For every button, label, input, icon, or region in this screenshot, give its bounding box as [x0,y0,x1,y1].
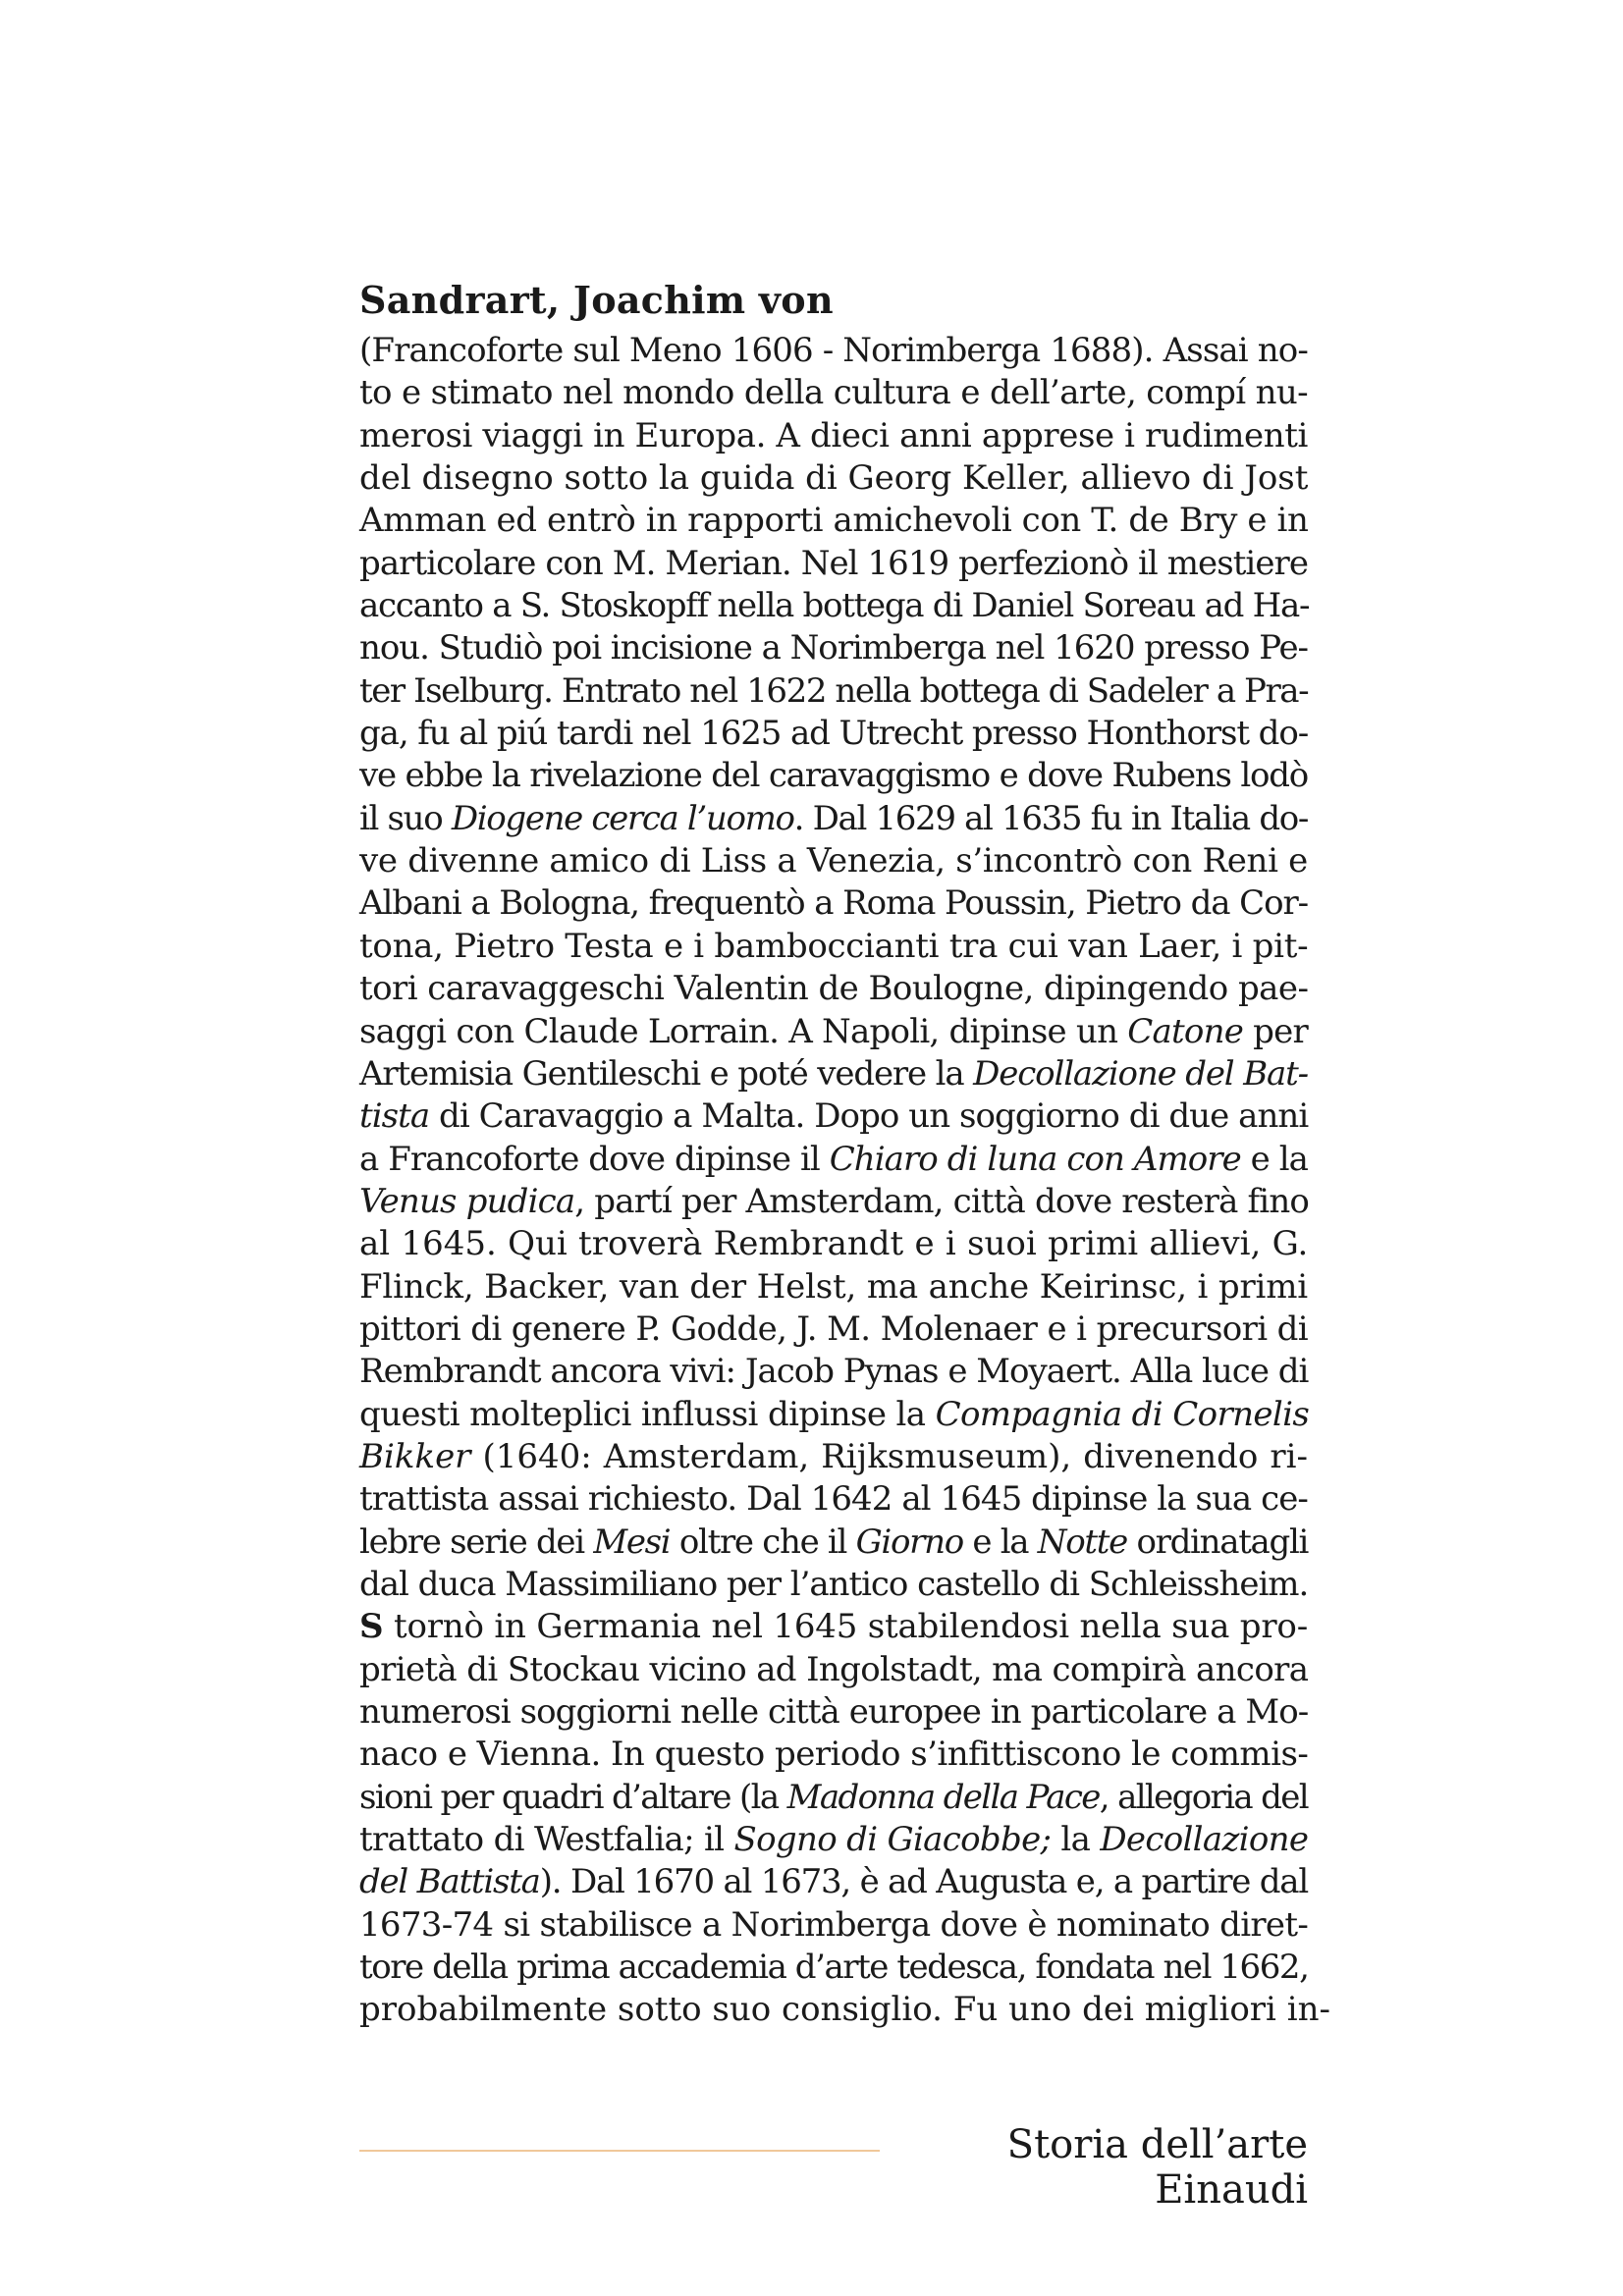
body-text: particolare con M. Merian. Nel 1619 perfezionò il mestiere [359,543,1308,583]
italic-title-text: Chiaro di luna con Amore [829,1139,1241,1179]
body-text: Albani a Bologna, frequentò a Roma Poussin, Pietro da Cor- [359,883,1308,924]
body-text: ). Dal 1670 al 1673, è ad Augusta e, a partire dal [539,1862,1308,1902]
body-text: al 1645. Qui troverà Rembrandt e i suoi primi allievi, G. [359,1224,1309,1264]
italic-title-text: Bikker [359,1436,471,1476]
italic-title-text: Compagnia di Cornelis [935,1394,1310,1434]
body-text: lebre serie dei [359,1522,594,1562]
body-text: numerosi soggiorni nelle città europee in particolare a Mo- [359,1692,1309,1732]
body-text: naco e Vienna. In questo periodo s’infittiscono le commis- [359,1735,1309,1775]
entry-title: Sandrart, Joachim von [359,278,834,322]
italic-title-text: tista [359,1096,430,1137]
italic-title-text: Decollazione [1100,1820,1309,1860]
body-text: prietà di Stockau vicino ad Ingolstadt, ma compirà ancora [359,1649,1309,1689]
body-line [359,543,1308,585]
italic-title-text: Venus pudica [359,1181,575,1221]
body-line [359,670,1308,713]
body-line [359,1904,1308,1947]
footer-publisher-label: Storia dell’arte Einaudi [1006,2122,1308,2213]
body-line [359,1522,1308,1564]
body-text: ve divenne amico di Liss a Venezia, s’incontrò con Reni e [359,841,1308,881]
body-line [359,1777,1308,1819]
body-line [359,968,1308,1010]
body-text: ve ebbe la rivelazione del caravaggismo e dove Rubens lodò [359,756,1309,796]
body-line [359,1564,1308,1606]
body-text: e la [962,1522,1038,1562]
body-line [359,500,1308,542]
italic-title-text: del Battista [359,1862,540,1902]
body-text: tori caravaggeschi Valentin de Boulogne, dipingendo pae- [359,969,1309,1009]
body-line [359,1139,1308,1181]
body-line [359,840,1308,882]
body-text: Flinck, Backer, van der Helst, ma anche Keirinsc, i primi [359,1266,1308,1307]
body-line [359,457,1308,500]
body-line [359,1053,1308,1095]
body-line [359,1478,1308,1521]
body-line [359,585,1308,627]
body-line [359,1649,1308,1691]
body-line [359,926,1308,968]
body-line [359,1947,1308,1989]
body-text: ordinatagli [1126,1522,1309,1562]
body-line [359,1819,1308,1861]
body-line [359,1351,1308,1393]
body-text: merosi viaggi in Europa. A dieci anni apprese i rudimenti [359,415,1308,455]
body-text: del disegno sotto la guida di Georg Keller, allievo di Jost [359,458,1309,499]
body-text: oltre che il [670,1522,856,1562]
body-line [359,415,1308,457]
italic-title-text: Mesi [593,1522,671,1562]
body-text: Artemisia Gentileschi e poté vedere la [359,1053,974,1094]
body-line [359,713,1308,755]
entry-body [359,330,1330,2032]
body-line [359,1861,1308,1903]
body-text: accanto a S. Stoskopff nella bottega di Daniel Soreau ad Ha- [359,586,1310,626]
body-text: (1640: Amsterdam, Rijksmuseum), divenendo ri- [470,1436,1308,1476]
body-line [359,1266,1308,1308]
body-text: per [1243,1011,1308,1051]
body-text: (Francoforte sul Meno 1606 - Norimberga 1688). Assai no- [359,331,1308,370]
body-line [359,1436,1308,1478]
body-text: to e stimato nel mondo della cultura e dell’arte, compí nu- [359,373,1308,413]
body-text: pittori di genere P. Godde, J. M. Molenaer e i precursori di [359,1308,1308,1349]
body-text: , allegoria del [1099,1777,1308,1817]
bold-initial-text: S [359,1607,384,1647]
body-line [359,372,1308,414]
italic-title-text: Notte [1037,1522,1127,1562]
body-line [359,798,1308,840]
body-line [359,882,1308,925]
body-text: a Francoforte dove dipinse il [359,1139,830,1179]
body-text: nou. Studiò poi incisione a Norimberga nel 1620 presso Pe- [359,628,1308,668]
body-line [359,1095,1308,1138]
italic-title-text: Catone [1127,1011,1244,1051]
body-text: tornò in Germania nel 1645 stabilendosi nella sua pro- [383,1607,1308,1647]
body-text: , partí per Amsterdam, città dove resterà fino [574,1181,1310,1221]
body-line [359,1181,1308,1223]
footer-rule [359,2150,880,2152]
body-text: 1673-74 si stabilisce a Norimberga dove è nominato diret- [359,1904,1309,1945]
body-text: probabilmente sotto suo consiglio. Fu uno dei migliori in- [359,1990,1330,2030]
body-line [359,1691,1308,1734]
body-text: il suo [359,798,452,838]
body-line [359,755,1308,797]
body-text: saggi con Claude Lorrain. A Napoli, dipinse un [359,1011,1128,1051]
body-text: . Dal 1629 al 1635 fu in Italia do- [793,798,1309,838]
body-text: Amman ed entrò in rapporti amichevoli con T. de Bry e in [359,501,1309,541]
body-line [359,1734,1308,1776]
italic-title-text: Madonna della Pace [786,1777,1100,1817]
body-line [359,627,1308,669]
body-text: trattista assai richiesto. Dal 1642 al 1645 dipinse la sua ce- [359,1479,1308,1520]
body-line [359,1011,1308,1053]
italic-title-text: Sogno di Giacobbe; [733,1820,1052,1860]
body-line [359,1308,1308,1351]
body-text: e la [1240,1139,1309,1179]
body-text: tona, Pietro Testa e i bamboccianti tra cui van Laer, i pit- [359,926,1309,966]
body-text: la [1051,1820,1101,1860]
italic-title-text: Diogene cerca l’uomo [451,798,794,838]
italic-title-text: Decollazione del Bat- [973,1053,1308,1094]
body-text: trattato di Westfalia; il [359,1820,734,1860]
body-line [359,330,1308,372]
body-text: ga, fu al piú tardi nel 1625 ad Utrecht presso Honthorst do- [359,714,1309,754]
body-text: dal duca Massimiliano per l’antico castello di Schleissheim. [359,1564,1309,1604]
body-text: Rembrandt ancora vivi: Jacob Pynas e Moyaert. Alla luce di [359,1352,1309,1392]
body-text: tore della prima accademia d’arte tedesca, fondata nel 1662, [359,1948,1309,1988]
italic-title-text: Giorno [855,1522,963,1562]
body-line [359,1606,1308,1648]
body-text: di Caravaggio a Malta. Dopo un soggiorno di due anni [429,1096,1309,1137]
body-line [359,1394,1308,1436]
body-text: questi molteplici influssi dipinse la [359,1394,936,1434]
body-text: ter Iselburg. Entrato nel 1622 nella bottega di Sadeler a Pra- [359,670,1309,711]
body-text: sioni per quadri d’altare (la [359,1777,787,1817]
body-line [359,1223,1308,1265]
body-line [359,1989,1330,2031]
